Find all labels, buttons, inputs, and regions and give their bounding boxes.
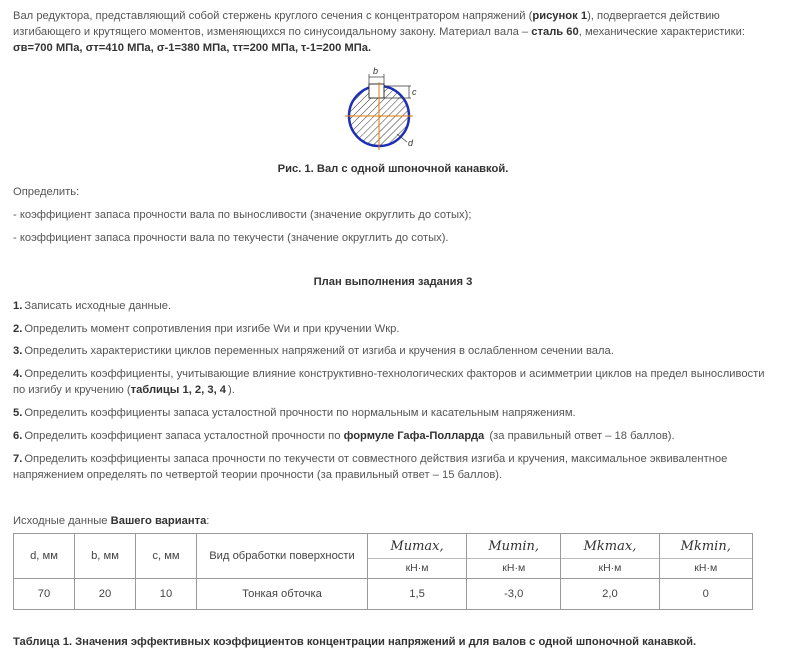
label-c: c xyxy=(412,87,417,97)
cell-d: 70 xyxy=(14,579,75,610)
determine-item: - коэффициент запаса прочности вала по выносливости (значение округлить до сотых); xyxy=(13,209,472,221)
cell-mi-max: 1,5 xyxy=(368,579,467,610)
header-mi-min: Mиmin, кН·м xyxy=(467,534,561,579)
plan-step-2: 2. Определить момент сопротивления при изгибе Wи и при кручении Wкр. xyxy=(13,323,400,335)
shaft-section-figure xyxy=(339,66,429,156)
source-data-label: Исходные данные Вашего варианта: xyxy=(13,515,210,527)
label-b: b xyxy=(373,66,379,76)
intro-text-1: Вал редуктора, представляющий собой стержень круглого сечения с концентратором напряжений ( xyxy=(13,10,533,22)
plan-title: План выполнения задания 3 xyxy=(313,276,473,288)
header-mk-max: Mkmax, кН·м xyxy=(561,534,659,579)
plan-step-4: 4. Определить коэффициенты, учитывающие влияние конструктивно-технологических факторов и асимметрии циклов на предел выносливости по изгибу и кручению (таблицы 1, 2, 3, 4 ). xyxy=(13,368,765,396)
intro-text-3: , механические характеристики: xyxy=(578,26,745,38)
header-c: c, мм xyxy=(136,534,197,579)
cell-mk-max: 2,0 xyxy=(561,579,659,610)
keyway xyxy=(369,84,384,98)
variant-table xyxy=(13,533,753,610)
header-mi-max: Mиmax, кН·м xyxy=(368,534,467,579)
material-properties: σв=700 МПа, σт=410 МПа, σ-1=380 МПа, τт=200 МПа, τ-1=200 МПа. xyxy=(13,42,372,54)
plan-step-1: 1. Записать исходные данные. xyxy=(13,300,172,312)
cell-c: 10 xyxy=(136,579,197,610)
header-mk-min: Mkmin, кН·м xyxy=(659,534,752,579)
header-b: b, мм xyxy=(75,534,136,579)
figure-reference: рисунок 1 xyxy=(532,10,588,22)
material-name: сталь 60 xyxy=(531,26,579,38)
cell-surface: Тонкая обточка xyxy=(197,579,368,610)
label-d: d xyxy=(408,138,414,148)
plan-step-6: 6. Определить коэффициент запаса усталостной прочности по формуле Гафа-Полларда (за правильный ответ – 18 баллов). xyxy=(13,430,675,442)
cell-b: 20 xyxy=(75,579,136,610)
table-header-row xyxy=(14,534,753,579)
cell-mk-min: 0 xyxy=(659,579,752,610)
header-d: d, мм xyxy=(14,534,75,579)
table-1-caption: Таблица 1. Значения эффективных коэффициентов концентрации напряжений и для валов с одной шпоночной канавкой. xyxy=(13,636,697,648)
intro-text-2: ), подвергается действию изгибающего и крутящего моментов, изменяющихся по синусоидальному закону. Материал вала – xyxy=(13,10,720,38)
cell-mi-min: -3,0 xyxy=(467,579,561,610)
plan-step-5: 5. Определить коэффициенты запаса усталостной прочности по нормальным и касательным напряжениям. xyxy=(13,407,576,419)
header-surface: Вид обработки поверхности xyxy=(197,534,368,579)
determine-title: Определить: xyxy=(13,186,80,198)
figure-caption: Рис. 1. Вал с одной шпоночной канавкой. xyxy=(277,163,509,175)
intro-paragraph xyxy=(13,8,773,56)
plan-step-7: 7. Определить коэффициенты запаса прочности по текучести от совместного действия изгиба и кручения, максимальное эквивалентное напряжением определять по четвертой теории прочности (за правильный ответ – 15 баллов). xyxy=(13,453,728,481)
determine-item: - коэффициент запаса прочности вала по текучести (значение округлить до сотых). xyxy=(13,232,449,244)
plan-step-3: 3. Определить характеристики циклов переменных напряжений от изгиба и кручения в ослабленном сечении вала. xyxy=(13,345,614,357)
table-row xyxy=(14,579,753,610)
